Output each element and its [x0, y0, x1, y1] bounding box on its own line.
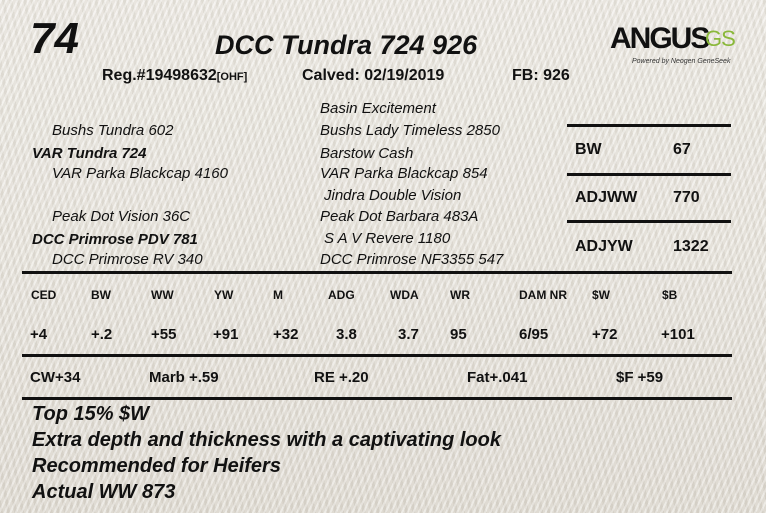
- epd-header: WW: [151, 288, 174, 302]
- calved-date: Calved: 02/19/2019: [302, 67, 445, 84]
- carcass-f-dollar: $F +59: [616, 369, 664, 386]
- epd-value-b-dollar: +101: [661, 326, 695, 343]
- epd-header: $W: [592, 288, 610, 302]
- pedigree-dam: DCC Primrose PDV 781: [32, 231, 198, 248]
- pedigree-dam-dam: DCC Primrose RV 340: [52, 251, 203, 268]
- epd-header: BW: [91, 288, 111, 302]
- epd-header: DAM NR: [519, 288, 567, 302]
- epd-value-wr: 95: [450, 326, 467, 343]
- note-line: Recommended for Heifers: [32, 455, 281, 477]
- pedigree-right-2: Bushs Lady Timeless 2850: [320, 122, 500, 139]
- box-divider: [567, 124, 731, 127]
- box-value-adjyw: 1322: [673, 238, 709, 255]
- section-divider: [22, 397, 732, 400]
- pedigree-sire: VAR Tundra 724: [32, 145, 147, 162]
- carcass-cw: CW+34: [30, 369, 81, 386]
- epd-header: CED: [31, 288, 57, 302]
- registration-number: [102, 67, 247, 85]
- epd-value-m: +32: [273, 326, 299, 343]
- epd-value-ced: +4: [30, 326, 48, 343]
- carcass-re: RE +.20: [314, 369, 369, 386]
- pedigree-right-7: S A V Revere 1180: [324, 230, 451, 247]
- logo-brand: ANGUS: [610, 22, 709, 55]
- registration-suffix: [OHF]: [216, 71, 248, 83]
- epd-header: WDA: [390, 288, 419, 302]
- box-value-adjww: 770: [673, 189, 700, 206]
- epd-header: YW: [214, 288, 234, 302]
- epd-value-bw: +.2: [91, 326, 113, 343]
- box-label-adjww: ADJWW: [575, 189, 638, 206]
- box-divider: [567, 220, 731, 223]
- epd-value-yw: +91: [213, 326, 239, 343]
- angus-gs-logo: [610, 22, 735, 70]
- pedigree-right-5: Jindra Double Vision: [324, 187, 462, 204]
- epd-value-wda: 3.7: [398, 326, 419, 343]
- animal-name: DCC Tundra 724 926: [215, 30, 478, 60]
- box-label-bw: BW: [575, 141, 602, 158]
- note-line: Extra depth and thickness with a captivating look: [32, 429, 501, 451]
- note-line: Actual WW 873: [32, 481, 176, 503]
- box-value-bw: 67: [673, 141, 691, 158]
- logo-brand-suffix: GS: [705, 26, 735, 51]
- box-divider: [567, 173, 731, 176]
- epd-value-dam-nr: 6/95: [519, 326, 549, 343]
- logo-powered-by: Powered by Neogen GeneSeek: [632, 58, 731, 65]
- box-label-adjyw: ADJYW: [575, 238, 633, 255]
- carcass-fat: Fat+.041: [467, 369, 528, 386]
- epd-header: $B: [662, 288, 678, 302]
- pedigree-right-1: Basin Excitement: [320, 100, 436, 117]
- epd-header: WR: [450, 288, 470, 302]
- epd-header: ADG: [328, 288, 355, 302]
- epd-value-adg: 3.8: [336, 326, 357, 343]
- pedigree-sire-dam: VAR Parka Blackcap 4160: [52, 165, 228, 182]
- note-line: Top 15% $W: [32, 403, 150, 425]
- epd-value-ww: +55: [151, 326, 177, 343]
- pedigree-sire-sire: Bushs Tundra 602: [52, 122, 174, 139]
- epd-header: M: [273, 288, 283, 302]
- fb-number: FB: 926: [512, 67, 570, 84]
- pedigree-right-4: VAR Parka Blackcap 854: [320, 165, 488, 182]
- lot-number: 74: [30, 14, 79, 63]
- section-divider: [22, 271, 732, 274]
- epd-value-w-dollar: +72: [592, 326, 618, 343]
- pedigree-right-8: DCC Primrose NF3355 547: [320, 251, 504, 268]
- carcass-marb: Marb +.59: [149, 369, 219, 386]
- pedigree-right-3: Barstow Cash: [320, 145, 414, 162]
- registration-value: Reg.#19498632: [102, 67, 217, 84]
- pedigree-dam-sire: Peak Dot Vision 36C: [52, 208, 191, 225]
- section-divider: [22, 354, 732, 357]
- pedigree-right-6: Peak Dot Barbara 483A: [320, 208, 479, 225]
